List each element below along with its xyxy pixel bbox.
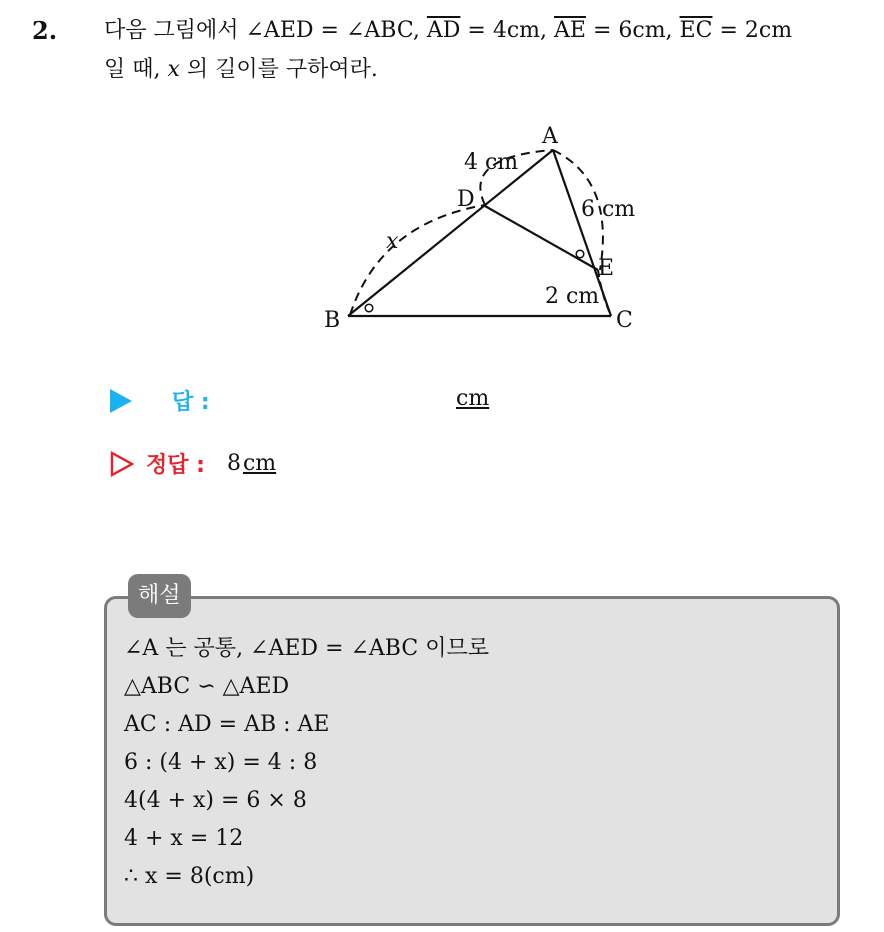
correct-answer-value [227,451,276,476]
correct-answer-unit: cm [242,451,277,476]
solution-line-1: ∠A 는 공통, ∠AED = ∠ABC 이므로 [124,636,489,661]
question-text-part: = 6cm, [585,18,680,43]
solution-line-3: AC : AD = AB : AE [124,712,330,737]
segment-ba [348,150,553,316]
label-a: A [542,124,558,149]
solution-line-2: △ABC ∽ △AED [124,674,290,699]
segment-ae: $\overline{AE}$ [554,18,586,43]
variable-x: x [167,57,180,82]
angle-mark-b [365,304,373,312]
label-d: D [457,187,475,212]
question-number: 2. [32,16,58,45]
play-marker-icon [110,389,132,413]
question-text-part: 일 때, [104,57,168,82]
segment-ad: $\overline{AD}$ [426,18,461,43]
label-ad-length: 4 cm [464,150,519,175]
answer-unit: cm [456,386,490,411]
question-text-part: 다음 그림에서 ∠AED = ∠ABC, [104,18,427,43]
answer-input-row [110,385,210,416]
solution-line-6: 4 + x = 12 [124,826,244,851]
label-ec-length: 2 cm [545,284,600,309]
label-ae-length: 6 cm [581,197,636,222]
angle-mark-e [576,250,584,258]
correct-answer-number: 8 [226,451,241,476]
correct-answer-row [110,448,276,479]
solution-tag: 해설 [128,574,191,618]
solution-line-7: ∴ x = 8(cm) [124,864,255,889]
question-text-part: = 4cm, [460,18,554,43]
label-b: B [324,308,341,333]
outline-triangle-icon [110,451,134,477]
solution-line-4: 6 : (4 + x) = 4 : 8 [124,750,318,775]
question-text-line-2 [104,55,378,85]
label-e: E [598,256,615,281]
solution-line-5: 4(4 + x) = 6 × 8 [124,788,307,813]
question-text-part: 의 길이를 구하여라. [179,57,378,82]
answer-label: 답 : [172,390,210,415]
label-x: x [386,229,399,254]
solution-lines [124,632,489,898]
segment-ec: $\overline{EC}$ [679,18,713,43]
correct-answer-label: 정답 : [146,453,205,478]
question-text-line-1 [104,16,792,46]
question-text-part: = 2cm [712,18,793,43]
label-c: C [616,308,633,333]
triangle-figure [300,115,660,345]
